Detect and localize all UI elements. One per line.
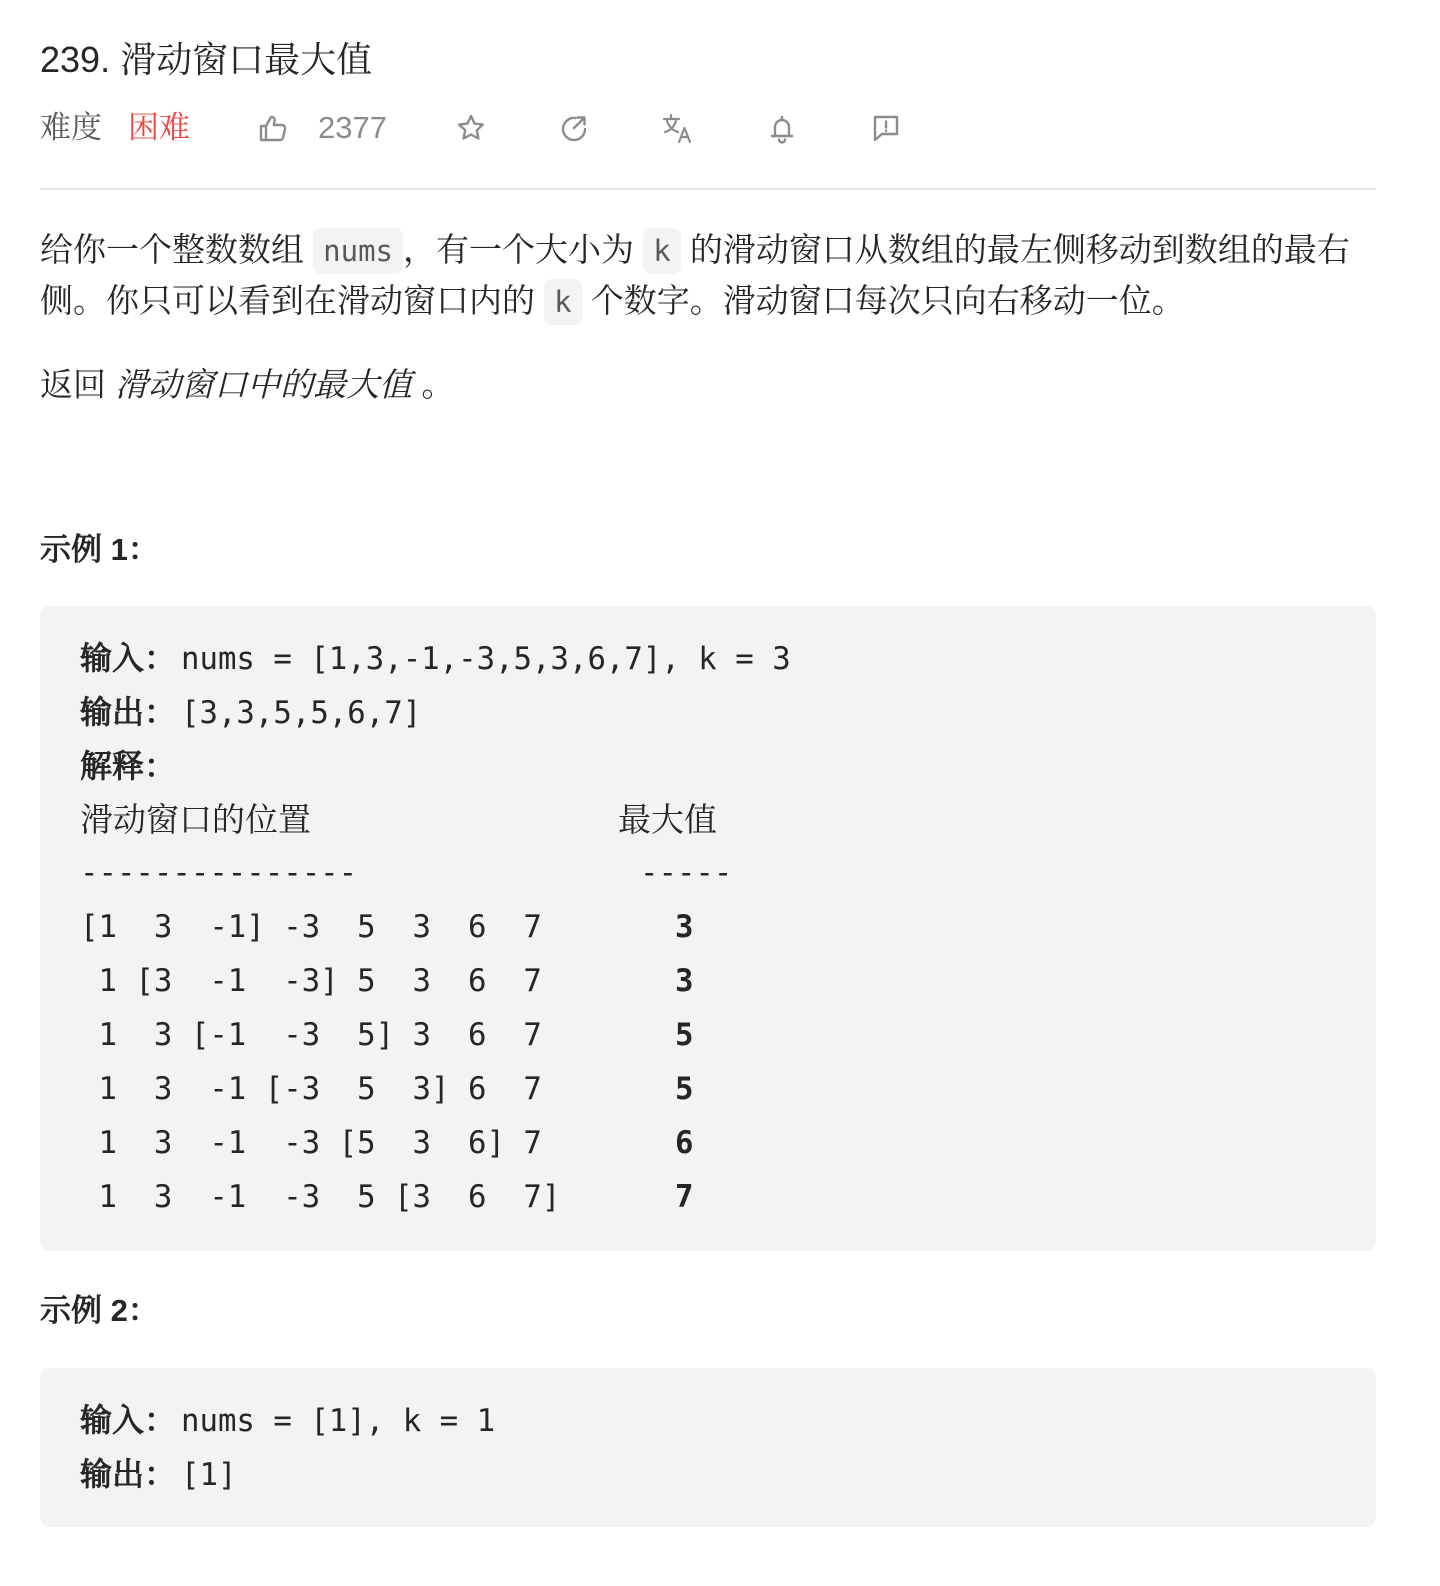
explanation-row: [80, 1117, 1336, 1171]
difficulty-badge: 困难: [128, 110, 190, 145]
share-icon: [558, 112, 590, 144]
inline-code-k: k: [643, 228, 680, 274]
window-max: 5: [675, 1072, 694, 1107]
favorite-button[interactable]: [454, 108, 488, 148]
explanation-header: [80, 793, 1336, 847]
description-text: 给你一个整数数组: [40, 231, 314, 268]
explanation-row: [80, 901, 1336, 955]
subscribe-button[interactable]: [765, 108, 799, 148]
window-position-header: 滑动窗口的位置: [80, 801, 311, 838]
divider-left: ---------------: [80, 856, 358, 891]
output-value: [3,3,5,5,6,7]: [181, 696, 422, 731]
window-position: 1 3 [-1 -3 5] 3 6 7: [80, 1018, 542, 1053]
example-2-block: [40, 1368, 1376, 1527]
example-explanation-label: [80, 739, 1336, 793]
problem-title-text: 滑动窗口最大值: [120, 39, 373, 80]
input-value: nums = [1], k = 1: [181, 1404, 496, 1439]
return-statement: [40, 360, 1376, 410]
input-label: 输入：: [80, 640, 177, 676]
difficulty-label: 难度: [40, 110, 102, 145]
window-position: [1 3 -1] -3 5 3 6 7: [80, 910, 542, 945]
star-icon: [455, 112, 487, 144]
example-1-block: [40, 606, 1376, 1251]
description-text: 的滑动窗口从数组的最左侧移动到数组的最右侧。你只可以看到在滑动窗口内的: [40, 231, 1350, 319]
window-max: 3: [675, 910, 694, 945]
share-button[interactable]: [557, 108, 591, 148]
output-label: 输出：: [80, 694, 177, 730]
header-divider: [40, 188, 1376, 190]
divider-right: -----: [640, 856, 733, 891]
window-max: 5: [675, 1018, 694, 1053]
problem-meta-bar: [0, 108, 1440, 148]
bell-icon: [766, 112, 798, 144]
inline-code-k: k: [544, 279, 581, 325]
explanation-row: [80, 1063, 1336, 1117]
max-value-header: 最大值: [618, 801, 717, 838]
window-position: 1 3 -1 [-3 5 3] 6 7: [80, 1072, 542, 1107]
explanation-row: [80, 1009, 1336, 1063]
description-text: ，有一个大小为: [403, 231, 644, 268]
return-suffix: 。: [421, 366, 455, 403]
problem-description: [40, 225, 1376, 327]
example-input: [80, 631, 1336, 685]
output-value: [1]: [181, 1458, 237, 1493]
like-button[interactable]: [256, 108, 290, 148]
example-output: [80, 1447, 1336, 1501]
explanation-row: [80, 1171, 1336, 1225]
problem-number: 239.: [40, 39, 111, 80]
example-2-heading: 示例 2：: [40, 1293, 159, 1328]
feedback-icon: [870, 112, 902, 144]
inline-code-nums: nums: [313, 228, 403, 274]
return-emphasis: 滑动窗口中的最大值: [115, 366, 422, 403]
translate-button[interactable]: [661, 108, 695, 148]
window-position: 1 3 -1 -3 5 [3 6 7]: [80, 1180, 561, 1215]
example-output: [80, 685, 1336, 739]
input-value: nums = [1,3,-1,-3,5,3,6,7], k = 3: [181, 642, 791, 677]
output-label: 输出：: [80, 1456, 177, 1492]
window-max: 7: [675, 1180, 694, 1215]
return-prefix: 返回: [40, 366, 116, 403]
explanation-row: [80, 955, 1336, 1009]
window-position: 1 3 -1 -3 [5 3 6] 7: [80, 1126, 542, 1161]
translate-icon: [662, 112, 694, 144]
window-max: 3: [675, 964, 694, 999]
input-label: 输入：: [80, 1402, 177, 1438]
thumbs-up-icon: [257, 112, 289, 144]
feedback-button[interactable]: [869, 108, 903, 148]
explanation-label: 解释：: [80, 748, 177, 784]
window-max: 6: [675, 1126, 694, 1161]
explanation-divider: [80, 847, 1336, 901]
like-count: 2377: [318, 110, 387, 145]
window-position: 1 [3 -1 -3] 5 3 6 7: [80, 964, 542, 999]
problem-title: [40, 38, 372, 82]
example-1-heading: 示例 1：: [40, 532, 159, 567]
description-text: 个数字。滑动窗口每次只向右移动一位。: [581, 282, 1185, 319]
example-input: [80, 1393, 1336, 1447]
